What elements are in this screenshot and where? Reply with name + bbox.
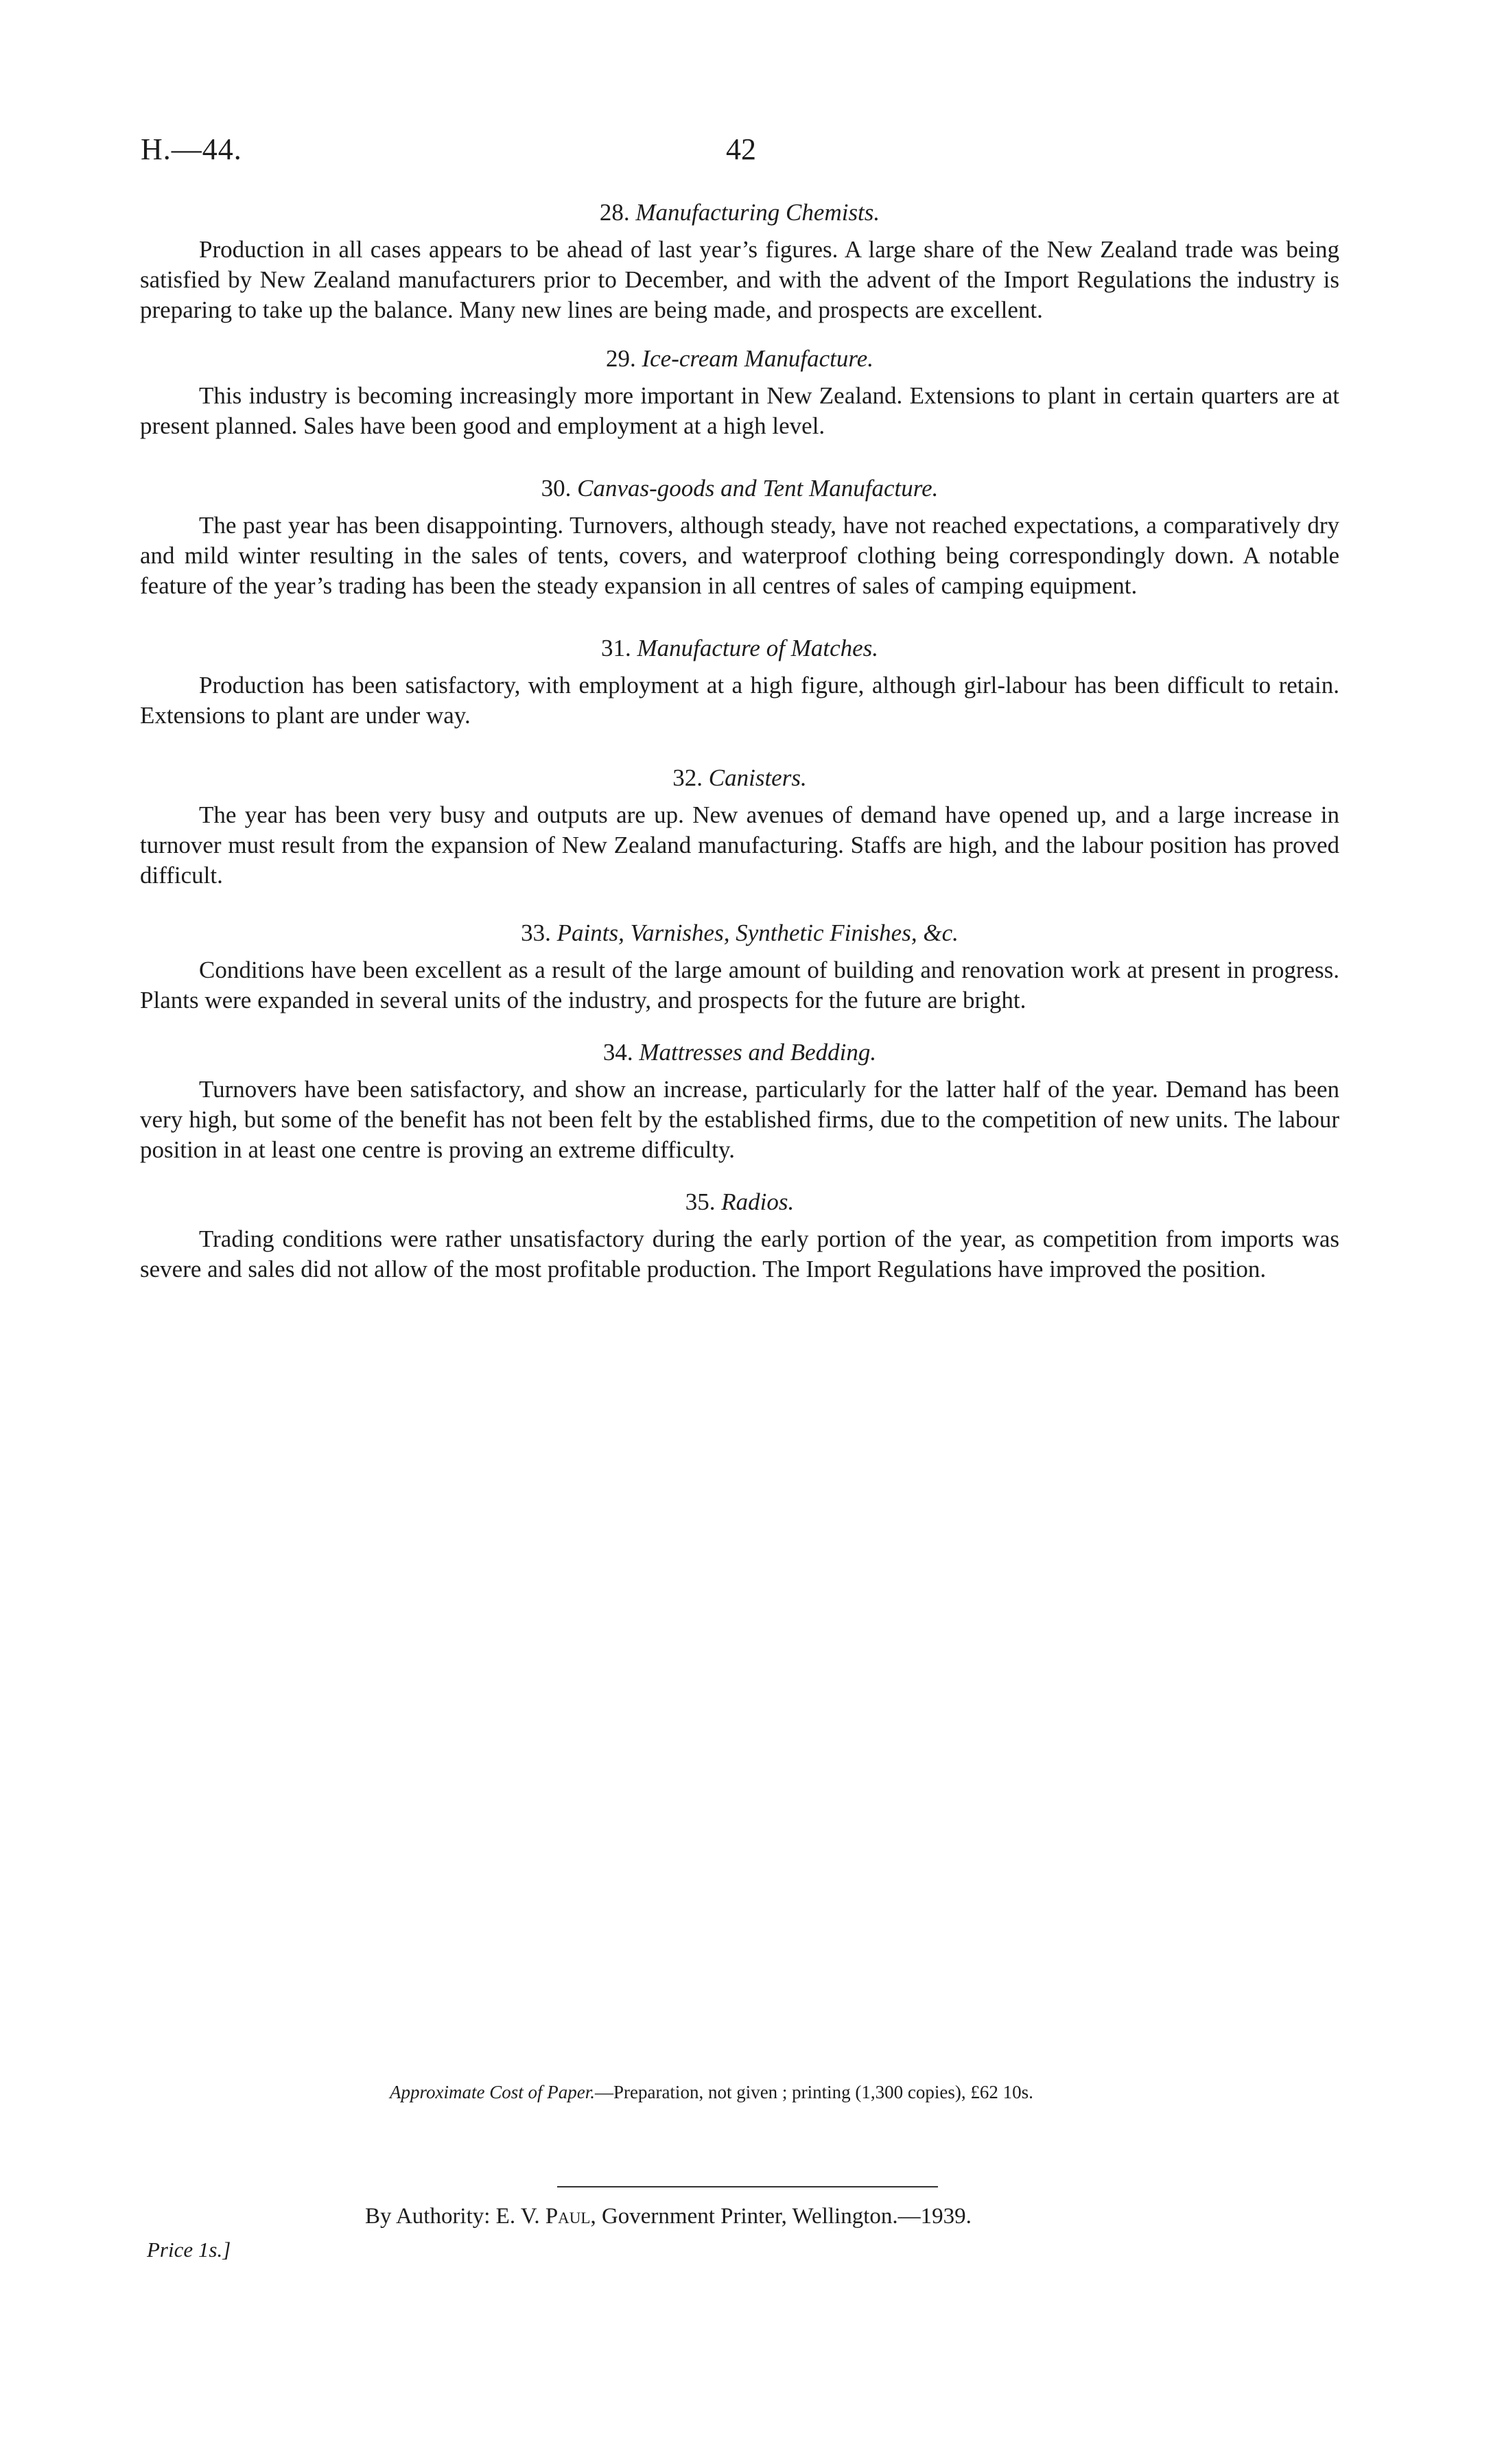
section-number: 30.: [541, 475, 572, 502]
section-number: 34.: [602, 1039, 633, 1066]
section-ice-cream-manufacture: [140, 344, 1339, 441]
cost-label: Approximate Cost of Paper.: [390, 2082, 595, 2102]
section-manufacture-of-matches: [140, 633, 1339, 731]
section-number: 31.: [600, 635, 631, 661]
section-title: Manufacturing Chemists.: [635, 199, 880, 226]
section-heading: [140, 1037, 1339, 1068]
section-title: Manufacture of Matches.: [637, 635, 879, 661]
price-note: Price 1s.]: [147, 2238, 231, 2262]
page-number: 42: [726, 132, 756, 166]
section-number: 28.: [599, 199, 630, 226]
section-paragraph: Production in all cases appears to be ahead of last year’s figures. A large share of the New Zealand trade was being satisfied by New Zealand manufacturers prior to December, and with the advent of the Import Regulations the industry is preparing to take up the balance. Many new lines are being made, and prospects are excellent.: [140, 236, 1339, 323]
section-number: 29.: [605, 345, 636, 372]
authority-prefix: By Authority: E. V.: [365, 2204, 545, 2229]
section-paragraph: This industry is becoming increasingly more important in New Zealand. Extensions to plant in certain quarters are at present planned. Sales have been good and employment at a high level.: [140, 382, 1339, 439]
section-paragraph: Trading conditions were rather unsatisfactory during the early portion of the year, as competition from imports was severe and sales did not allow of the most profitable production. The Import Regulations have improved the position.: [140, 1225, 1339, 1282]
document-reference: H.—44.: [141, 132, 242, 166]
section-title: Canvas-goods and Tent Manufacture.: [577, 475, 939, 502]
section-title: Paints, Varnishes, Synthetic Finishes, &c.: [556, 919, 959, 946]
section-number: 32.: [672, 764, 703, 791]
section-heading: [140, 763, 1339, 793]
footer-rule: [557, 2186, 938, 2187]
section-manufacturing-chemists: [140, 198, 1339, 325]
printer-authority: [365, 2204, 972, 2229]
section-heading: [140, 1187, 1339, 1217]
section-paints-varnishes: [140, 918, 1339, 1016]
section-canvas-goods: [140, 473, 1339, 601]
section-paragraph: Conditions have been excellent as a result of the large amount of building and renovation work at present in progress. Plants were expanded in several units of the industry, and prospects for the future are bright.: [140, 957, 1339, 1013]
section-number: 33.: [521, 919, 551, 946]
section-heading: [140, 473, 1339, 504]
section-radios: [140, 1187, 1339, 1284]
section-paragraph: The past year has been disappointing. Turnovers, although steady, have not reached expectations, a comparatively dry and mild winter resulting in the sales of tents, covers, and waterproof clothing being correspondingly down. A notable feature of the year’s trading has been the steady expansion in all centres of sales of camping equipment.: [140, 512, 1339, 599]
cost-text: —Preparation, not given ; printing (1,300 copies), £62 10s.: [594, 2082, 1033, 2102]
printer-name: Paul: [545, 2204, 591, 2229]
section-heading: [140, 633, 1339, 664]
section-title: Ice-cream Manufacture.: [642, 345, 874, 372]
section-title: Mattresses and Bedding.: [639, 1039, 877, 1066]
section-paragraph: Turnovers have been satisfactory, and show an increase, particularly for the latter half of the year. Demand has been very high, but some of the benefit has not been felt by the established firms, due to the competition of new units. The labour position in at least one centre is proving an extreme difficulty.: [140, 1076, 1339, 1163]
section-paragraph: The year has been very busy and outputs are up. New avenues of demand have opened up, and a large increase in turnover must result from the expansion of New Zealand manufacturing. Staffs are high, and the labour position has proved difficult.: [140, 801, 1339, 889]
section-canisters: [140, 763, 1339, 891]
section-title: Radios.: [721, 1188, 795, 1215]
section-heading: [140, 344, 1339, 374]
cost-of-paper-note: [390, 2082, 1033, 2103]
section-heading: [140, 198, 1339, 228]
section-heading: [140, 918, 1339, 948]
section-mattresses-and-bedding: [140, 1037, 1339, 1165]
authority-suffix: , Government Printer, Wellington.—1939.: [590, 2204, 972, 2229]
section-paragraph: Production has been satisfactory, with employment at a high figure, although girl-labour has been difficult to retain. Extensions to plant are under way.: [140, 672, 1339, 729]
document-body: [140, 198, 1339, 1284]
section-number: 35.: [685, 1188, 716, 1215]
section-title: Canisters.: [708, 764, 807, 791]
